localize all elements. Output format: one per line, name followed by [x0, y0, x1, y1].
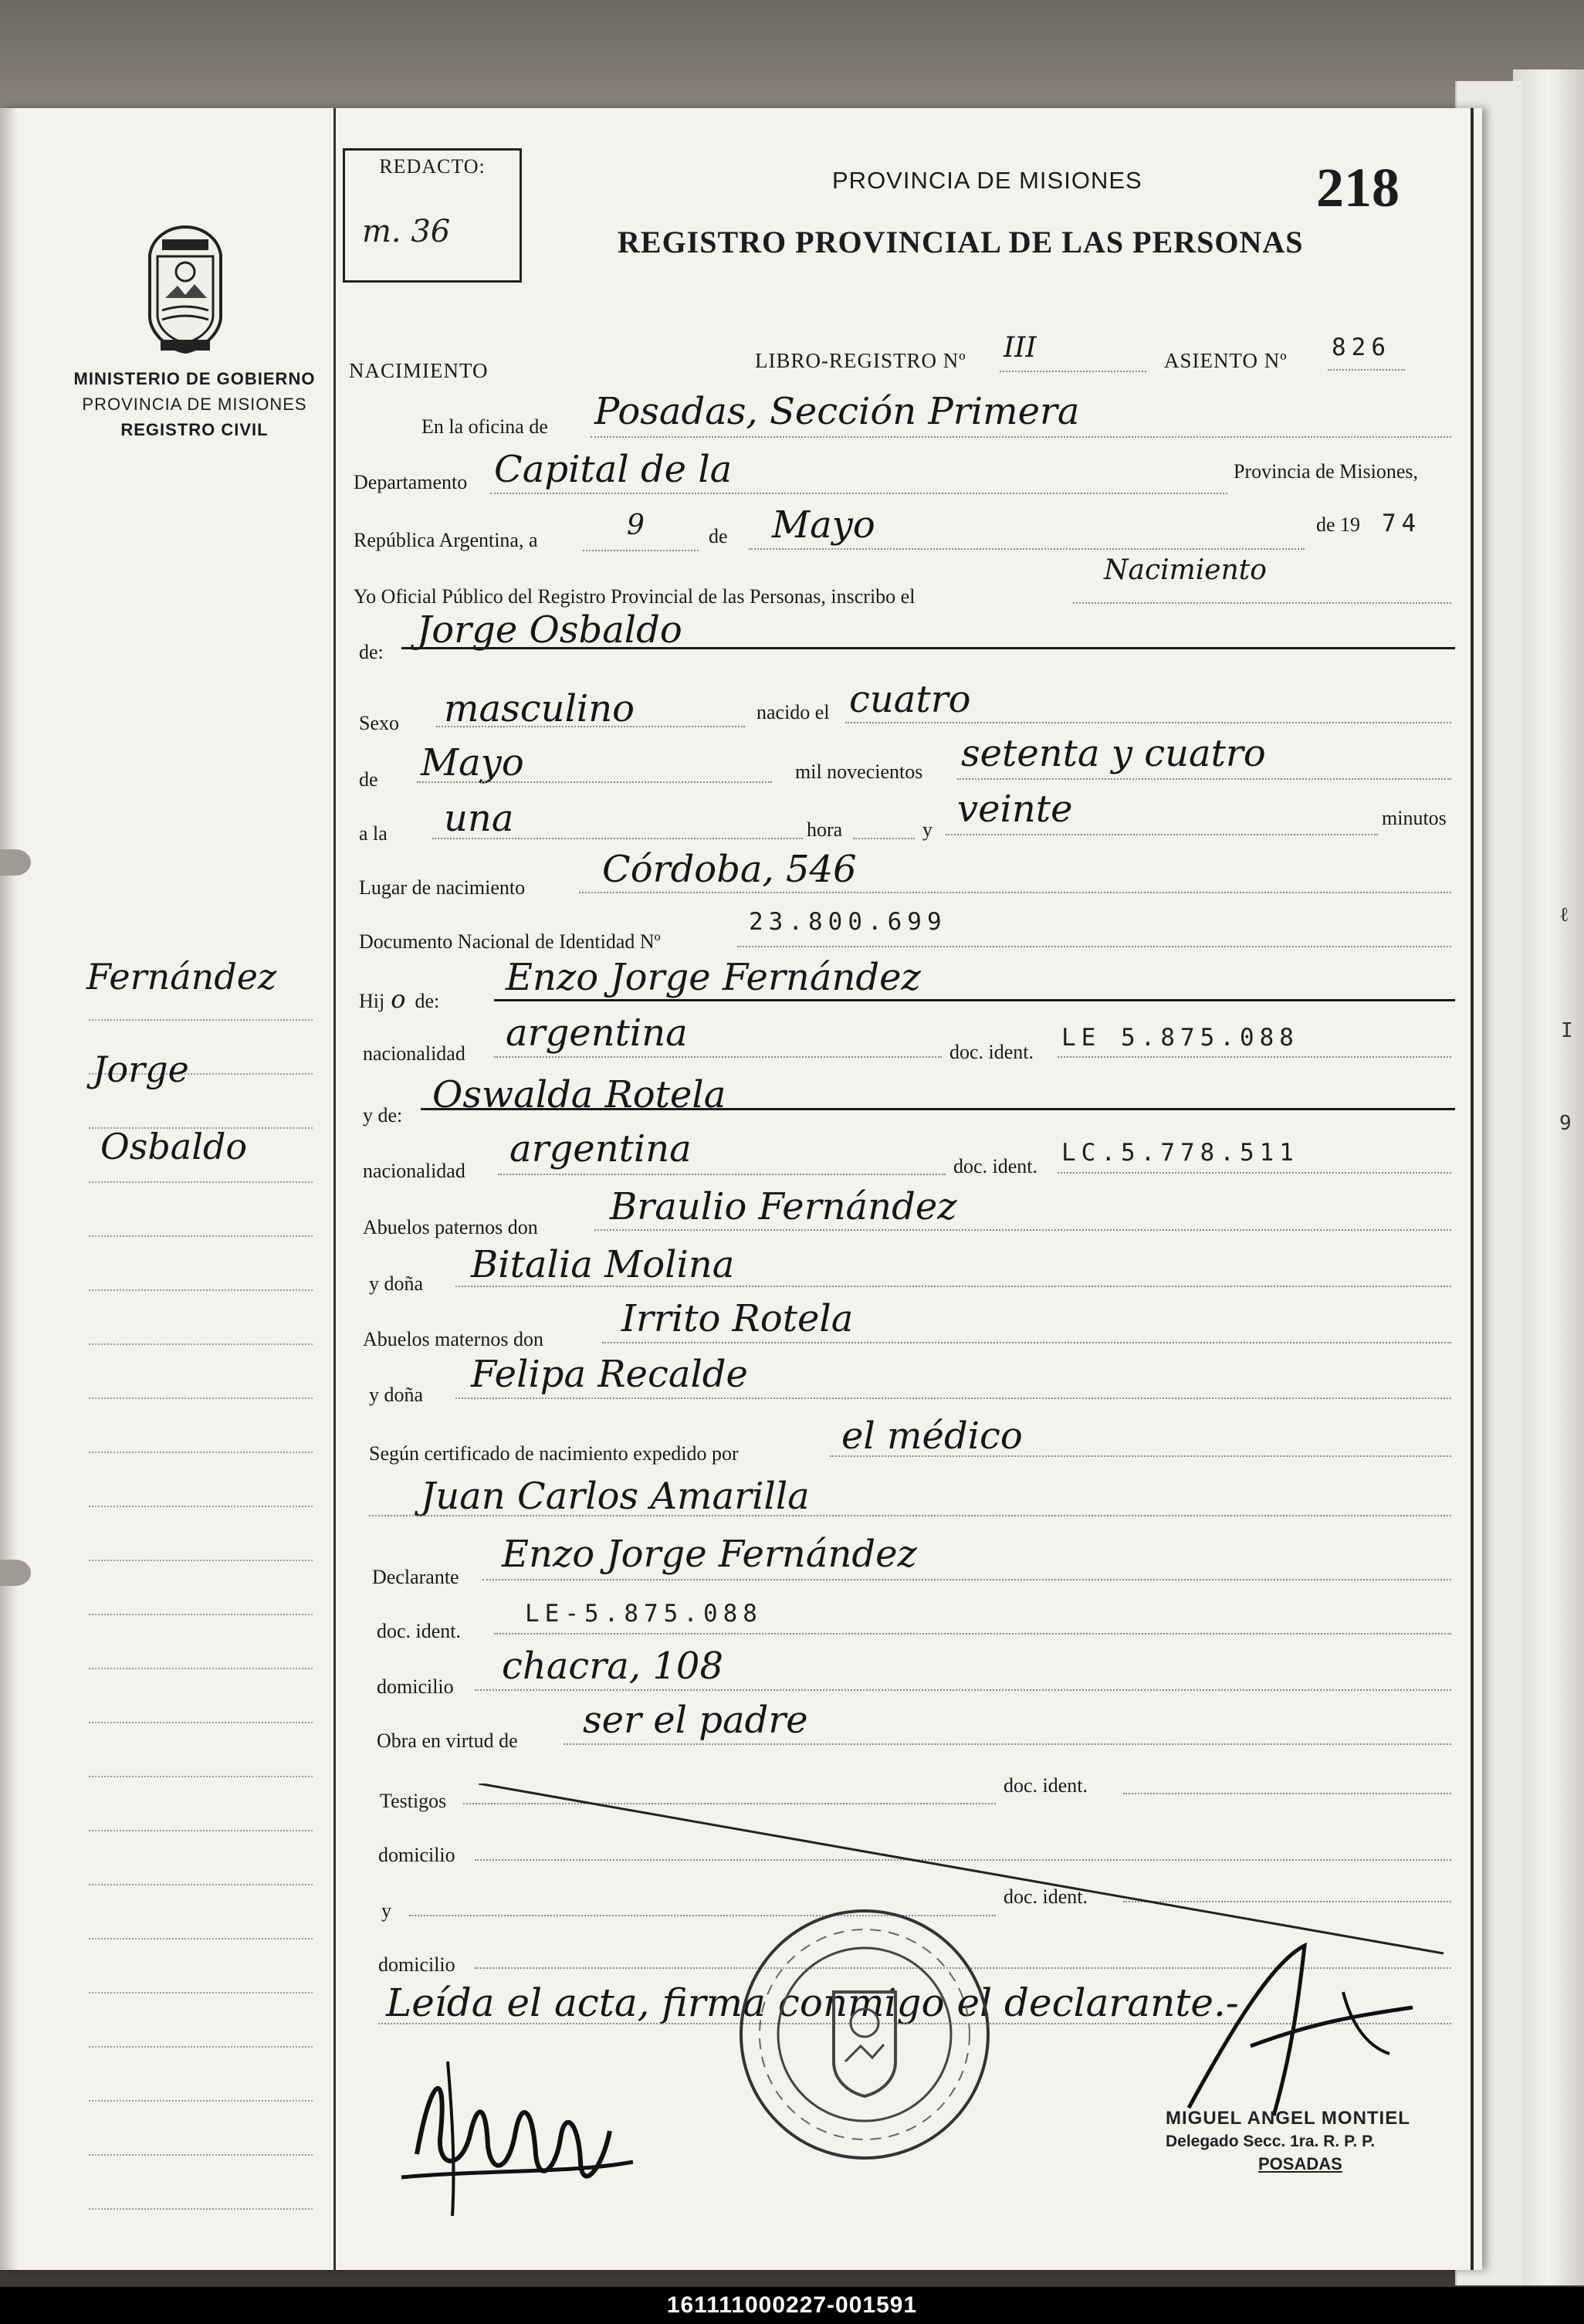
domicilio-testigo-2-label: domicilio — [378, 1953, 455, 1976]
libro-value: III — [1004, 332, 1037, 364]
docid-madre-label: doc. ident. — [953, 1155, 1038, 1177]
child-name-value: Jorge Osbaldo — [417, 608, 682, 652]
redacto-box — [343, 148, 522, 283]
segun-value: el médico — [841, 1414, 1023, 1458]
de-name-label: de: — [359, 641, 384, 663]
obra-value: ser el padre — [583, 1699, 808, 1742]
stamp-city: POSADAS — [1258, 2154, 1342, 2173]
nacido-mes-value: Mayo — [421, 741, 524, 784]
sexo-label: Sexo — [359, 712, 399, 734]
minutos-value: veinte — [957, 788, 1073, 831]
margin-name-1: Jorge — [93, 1049, 189, 1090]
anio-value: 74 — [1382, 510, 1422, 537]
margin-rule — [333, 108, 336, 2270]
hijo-label: Hij — [359, 990, 385, 1012]
obra-label: Obra en virtud de — [377, 1729, 518, 1752]
nacionalidad-padre-value: argentina — [506, 1011, 688, 1055]
minutos-label: minutos — [1382, 807, 1447, 829]
province-title: PROVINCIA DE MISIONES — [832, 167, 1142, 194]
provincial-crest-icon — [139, 224, 232, 355]
yo-oficial-label: Yo Oficial Público del Registro Provincial de las Personas, inscribo el — [354, 585, 916, 608]
background-right-page: ℓ I 9 — [1513, 69, 1584, 2285]
abuelos-maternos-label: Abuelos maternos don — [363, 1328, 543, 1350]
y-dona-2-value: Felipa Recalde — [471, 1353, 748, 1396]
y-testigo-label: y — [381, 1899, 391, 1922]
domicilio-testigo-1-label: domicilio — [378, 1844, 455, 1866]
document-code: 161111000227-001591 — [666, 2292, 918, 2318]
right-rule — [1471, 108, 1474, 2270]
background-top — [0, 0, 1584, 116]
nacionalidad-madre-value: argentina — [509, 1127, 692, 1170]
medico-value: Juan Carlos Amarilla — [421, 1475, 810, 1518]
dni-value: 23.800.699 — [749, 908, 947, 936]
register-page — [0, 108, 1482, 2270]
padre-value: Enzo Jorge Fernández — [506, 956, 921, 999]
oficina-label: En la oficina de — [421, 415, 548, 438]
anio-label: de 19 — [1316, 513, 1361, 536]
nacionalidad-madre-label: nacionalidad — [363, 1160, 465, 1182]
footer-bar — [0, 2287, 1584, 2324]
docid-padre-label: doc. ident. — [949, 1041, 1034, 1063]
y-dona-2-label: y doña — [369, 1384, 424, 1406]
y-de-label: y de: — [363, 1104, 403, 1126]
nacionalidad-padre-label: nacionalidad — [363, 1042, 465, 1065]
domicilio-label: domicilio — [377, 1675, 454, 1698]
hijo-de-label: de: — [415, 990, 440, 1012]
nacimiento-label: NACIMIENTO — [349, 359, 489, 382]
oficina-value: Posadas, Sección Primera — [594, 390, 1080, 433]
page-binding — [0, 108, 19, 2270]
registry-seal-icon — [737, 1907, 992, 2162]
sexo-value: masculino — [444, 687, 635, 730]
redacto-label: REDACTO: — [379, 155, 486, 178]
mes-value: Mayo — [772, 503, 875, 547]
page-number: 218 — [1316, 157, 1400, 219]
segun-label: Según certificado de nacimiento expedido por — [369, 1442, 739, 1465]
y-dona-1-label: y doña — [369, 1272, 424, 1295]
docid-testigo-1-label: doc. ident. — [1004, 1774, 1088, 1797]
abuelos-paternos-label: Abuelos paternos don — [363, 1216, 538, 1238]
registry-title: REGISTRO PROVINCIAL DE LAS PERSONAS — [618, 225, 1304, 259]
lugar-value: Córdoba, 546 — [602, 848, 857, 891]
ministry-block: MINISTERIO DE GOBIERNO PROVINCIA DE MISIONES REGISTRO CIVIL — [73, 369, 316, 439]
docid-declarante-value: LE-5.875.088 — [525, 1600, 763, 1628]
mil-value: setenta y cuatro — [961, 732, 1266, 775]
stamp-role: Delegado Secc. 1ra. R. P. P. — [1166, 2133, 1376, 2150]
mil-label: mil novecientos — [795, 761, 923, 783]
testigos-label: Testigos — [380, 1790, 447, 1812]
inscribo-value: Nacimiento — [1104, 554, 1267, 586]
asiento-label: ASIENTO Nº — [1164, 349, 1288, 372]
y-label: y — [922, 818, 932, 841]
libro-label: LIBRO-REGISTRO Nº — [755, 349, 966, 372]
declarante-value: Enzo Jorge Fernández — [502, 1533, 917, 1576]
declarante-label: Declarante — [372, 1566, 459, 1588]
official-signature — [1158, 1930, 1451, 2131]
docid-madre-value: LC.5.778.511 — [1061, 1139, 1299, 1167]
nacido-label: nacido el — [756, 701, 830, 723]
dni-label: Documento Nacional de Identidad Nº — [359, 930, 661, 953]
asiento-value: 826 — [1332, 334, 1391, 361]
republica-label: República Argentina, a — [354, 529, 538, 551]
stamp-name: MIGUEL ANGEL MONTIEL — [1166, 2108, 1410, 2129]
madre-value: Oswalda Rotela — [432, 1073, 726, 1116]
leida-note: Leída el acta, firma conmigo el declarante.- — [386, 1980, 1239, 2025]
hora-value: una — [444, 797, 514, 840]
lugar-label: Lugar de nacimiento — [359, 876, 526, 899]
hora-label: hora — [807, 818, 843, 841]
abuelos-paternos-value: Braulio Fernández — [610, 1185, 957, 1228]
departamento-label: Departamento — [354, 471, 468, 493]
declarant-signature — [378, 2038, 656, 2224]
ala-label: a la — [359, 822, 388, 845]
official-stamp — [1166, 2108, 1474, 2174]
nacido-value: cuatro — [849, 678, 971, 721]
de-label: de — [709, 525, 728, 547]
binding-ring — [0, 1560, 31, 1586]
margin-surname: Fernández — [86, 956, 277, 998]
domicilio-value: chacra, 108 — [502, 1645, 723, 1688]
dia-value: 9 — [627, 510, 645, 541]
departamento-value: Capital de la — [494, 448, 733, 491]
abuelos-maternos-value: Irrito Rotela — [621, 1297, 854, 1340]
de-mes-label: de — [359, 768, 378, 791]
docid-testigo-2-label: doc. ident. — [1004, 1885, 1088, 1908]
binding-ring — [0, 849, 31, 876]
redacto-value: m. 36 — [362, 214, 451, 249]
margin-name-2: Osbaldo — [100, 1126, 248, 1167]
hijo-suffix: o — [391, 984, 406, 1014]
provincia-label: Provincia de Misiones, — [1234, 460, 1419, 483]
docid-declarante-label: doc. ident. — [377, 1620, 462, 1642]
docid-padre-value: LE 5.875.088 — [1061, 1024, 1299, 1052]
y-dona-1-value: Bitalia Molina — [471, 1243, 735, 1286]
